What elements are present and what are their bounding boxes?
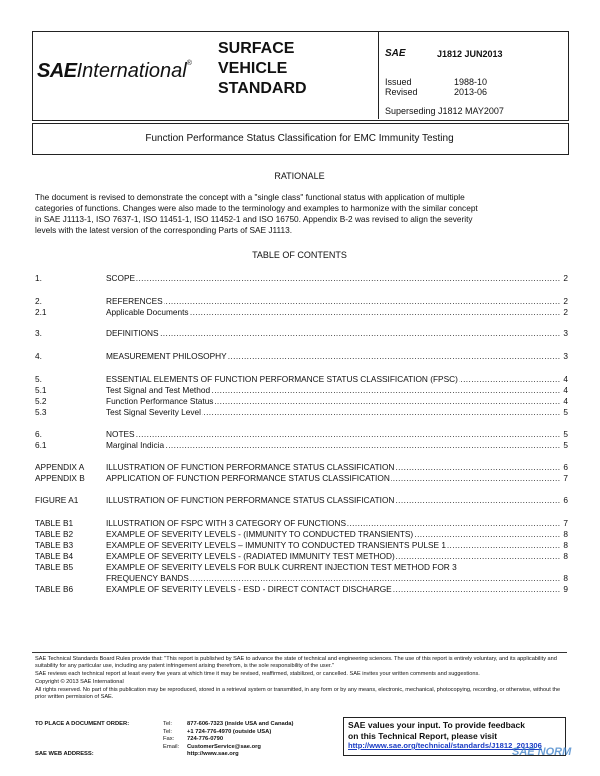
toc-entry[interactable]: 5. ESSENTIAL ELEMENTS OF FUNCTION PERFORMANCE STATUS CLASSIFICATION (FPSC) ..... 4 xyxy=(35,374,568,385)
toc-heading: TABLE OF CONTENTS xyxy=(252,250,347,260)
toc-entry[interactable]: TABLE B3 EXAMPLE OF SEVERITY LEVELS – IMMUNITY TO CONDUCTED TRANSIENTS PULSE 1 ..... 8 xyxy=(35,540,568,551)
footer-divider xyxy=(32,652,567,653)
revised-value: 2013-06 xyxy=(454,87,488,97)
order-info: TO PLACE A DOCUMENT ORDER: Tel: 877-606-7323 (inside USA and Canada) Tel: +1 724-776-4970 (outside USA) Fax: 724-776-0790 Email: CustomerService@sae.org SAE WEB ADDRESS: http://www.sae.org xyxy=(35,721,294,757)
document-id: J1812 JUN2013 xyxy=(437,49,503,59)
sae-website-link[interactable]: http://www.sae.org xyxy=(187,751,239,757)
document-title: Function Performance Status Classification for EMC Immunity Testing xyxy=(145,133,454,144)
issued-label: Issued xyxy=(385,77,412,87)
issued-value: 1988-10 xyxy=(454,77,488,87)
toc-entry[interactable]: TABLE B1 ILLUSTRATION OF FSPC WITH 3 CATEGORY OF FUNCTIONS ..... 7 xyxy=(35,518,568,529)
footer-legal: SAE Technical Standards Board Rules provide that: "This report is published by SAE to advance the state of technical and engineering sciences. The use of this report is entirely voluntary, and its applicability and suitability for any particular use, including any patent infringement arising therefrom, is the sole responsibility of the user." SAE reviews each technical report at least every five years at which time it may be revised, reaffirmed, stabilized, or cancelled. SAE invites your written comments and suggestions. Copyright © 2013 SAE International All rights reserved. No part of this publication may be reproduced, stored in a retrieval system or transmitted, in any form or by any means, electronic, mechanical, photocopying, recording, or otherwise, without the prior written permission of SAE. xyxy=(35,656,561,700)
email-link[interactable]: CustomerService@sae.org xyxy=(187,743,261,750)
toc-entry[interactable]: TABLE B5 EXAMPLE OF SEVERITY LEVELS FOR BULK CURRENT INJECTION TEST METHOD FOR 3 xyxy=(35,562,457,572)
sae-international-logo: SAEInternational® xyxy=(37,60,192,82)
sae-norm-watermark: SAE NORM xyxy=(512,746,572,758)
toc-entry[interactable]: TABLE B6 EXAMPLE OF SEVERITY LEVELS - ESD - DIRECT CONTACT DISCHARGE ..... 9 xyxy=(35,584,568,595)
toc-entry[interactable]: APPENDIX B APPLICATION OF FUNCTION PERFORMANCE STATUS CLASSIFICATION ..... 7 xyxy=(35,473,568,484)
feedback-box: SAE values your input. To provide feedback on this Technical Report, please visit http://www.sae.org/technical/standards/J1812_201306 xyxy=(343,717,566,756)
standard-type: SURFACE VEHICLE STANDARD xyxy=(218,40,307,97)
toc-entry[interactable]: 4. MEASUREMENT PHILOSOPHY ..... 3 xyxy=(35,351,568,362)
toc-entry[interactable]: FREQUENCY BANDS ..... 8 xyxy=(35,573,568,584)
rationale-heading: RATIONALE xyxy=(274,171,325,181)
toc-entry[interactable]: 5.3 Test Signal Severity Level ..... 5 xyxy=(35,407,568,418)
toc-entry[interactable]: 3. DEFINITIONS ..... 3 xyxy=(35,328,568,339)
toc-entry[interactable]: 5.2 Function Performance Status ..... 4 xyxy=(35,396,568,407)
toc-entry[interactable]: TABLE B2 EXAMPLE OF SEVERITY LEVELS - (IMMUNITY TO CONDUCTED TRANSIENTS) ..... 8 xyxy=(35,529,568,540)
feedback-link[interactable]: http://www.sae.org/technical/standards/J1812_201306 xyxy=(348,741,542,750)
toc-entry[interactable]: 2.1 Applicable Documents ..... 2 xyxy=(35,307,568,318)
superseding-note: Superseding J1812 MAY2007 xyxy=(385,106,504,116)
toc-entry[interactable]: 5.1 Test Signal and Test Method ..... 4 xyxy=(35,385,568,396)
toc-entry[interactable]: 6.1 Marginal Indicia ..... 5 xyxy=(35,440,568,451)
toc-entry[interactable]: FIGURE A1 ILLUSTRATION OF FUNCTION PERFORMANCE STATUS CLASSIFICATION ..... 6 xyxy=(35,495,568,506)
phone-intl-link[interactable]: +1 724-776-4970 (outside USA) xyxy=(187,728,272,735)
toc-entry[interactable]: 1. SCOPE ..... 2 xyxy=(35,273,568,284)
toc-entry[interactable]: APPENDIX A ILLUSTRATION OF FUNCTION PERFORMANCE STATUS CLASSIFICATION ..... 6 xyxy=(35,462,568,473)
toc-entry[interactable]: 2. REFERENCES ..... 2 xyxy=(35,296,568,307)
revised-label: Revised xyxy=(385,87,418,97)
toc-entry[interactable]: TABLE B4 EXAMPLE OF SEVERITY LEVELS - (RADIATED IMMUNITY TEST METHOD) ..... 8 xyxy=(35,551,568,562)
toc-entry[interactable]: 6. NOTES ..... 5 xyxy=(35,429,568,440)
sae-small-logo: SAE xyxy=(385,48,406,59)
rationale-text: The document is revised to demonstrate the concept with a "single class" functional status with application of multiple categories of functions. Changes were also made to the terminology and examples to harmonize with the similar concept in SAE J1113-1, ISO 7637-1, ISO 11451-1, ISO 11452-1 and ISO 16750. Appendix B-2 was revised to align the severity levels with the latest version of the corresponding Parts of SAE J1113. xyxy=(35,192,478,235)
header-divider xyxy=(378,31,379,119)
phone-link[interactable]: 877-606-7323 (inside USA and Canada) xyxy=(187,721,294,727)
